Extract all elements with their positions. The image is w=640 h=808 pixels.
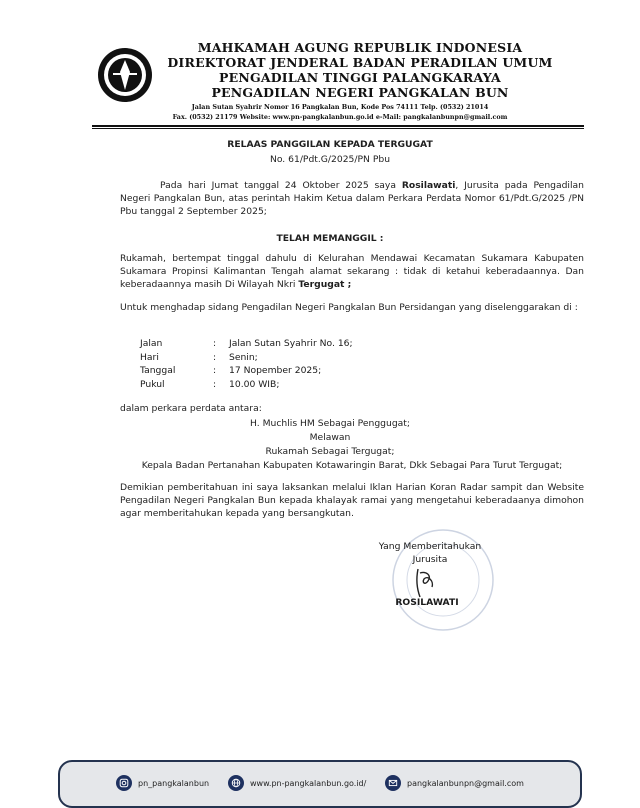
letterhead: [150, 40, 570, 100]
defendant: Rukamah Sebagai Tergugat;: [265, 446, 395, 457]
signature-block: [360, 540, 500, 566]
bailiff-name: Rosilawati: [401, 180, 456, 191]
signature-line-2: Jurusita: [412, 554, 448, 565]
address-line-2: Fax. (0532) 21179 Website: www.pn-pangkalanbun.go.id e-Mail: pangkalanbunpn@gmail.com: [172, 112, 508, 121]
letterhead-rule-thin: [92, 128, 584, 129]
website-link: www.pn-pangkalanbun.go.id/: [250, 778, 367, 788]
schedule-row: Hari : Senin;: [140, 351, 258, 363]
paragraph-opening: [120, 179, 584, 218]
schedule-row: Jalan : Jalan Sutan Syahrir No. 16;: [140, 338, 353, 349]
paragraph-defendant: [120, 252, 584, 291]
opening-text-b: , Jurusita pada Pengadilan Negeri Pangkalan Bun, atas perintah Hakim Ketua dalam Perkara Perdata Nomor 61/Pdt.G/2025 /PN Pbu tanggal 2 September 2025;: [120, 180, 584, 217]
footer-instagram[interactable]: [116, 775, 209, 791]
letterhead-line-4: PENGADILAN NEGERI PANGKALAN BUN: [211, 85, 509, 100]
signature-line-1: Yang Memberitahukan: [378, 541, 482, 552]
opening-text-a: Pada hari Jumat tanggal 24 Oktober 2025 saya: [160, 180, 402, 191]
schedule-value: Senin;: [229, 351, 258, 363]
footer-email[interactable]: [385, 775, 524, 791]
plaintiff: H. Muchlis HM Sebagai Penggugat;: [250, 418, 410, 429]
schedule-value: 17 Nopember 2025;: [229, 365, 322, 376]
defendant-text: Rukamah, bertempat tinggal dahulu di Kelurahan Mendawai Kecamatan Sukamara Kabupaten Sukamara Propinsi Kalimantan Tengah alamat sekarang : tidak di ketahui keberadaannya. Dan keberadaannya masih Di Wilayah Nkri: [120, 253, 584, 290]
schedule-value: Jalan Sutan Syahrir No. 16;: [229, 338, 353, 349]
hearing-schedule: [140, 337, 353, 391]
mail-icon: [385, 775, 401, 791]
letterhead-line-1: MAHKAMAH AGUNG REPUBLIK INDONESIA: [197, 40, 523, 55]
summons-heading: TELAH MEMANGGIL :: [276, 233, 384, 244]
address-line-1: Jalan Sutan Syahrir Nomor 16 Pangkalan Bun, Kode Pos 74111 Telp. (0532) 21014: [191, 103, 489, 111]
email-address: pangkalanbunpn@gmail.com: [407, 778, 524, 788]
defendant-end: ;: [344, 279, 352, 290]
letterhead-rule: [92, 125, 584, 127]
schedule-value: 10.00 WIB;: [229, 378, 280, 390]
versus: Melawan: [309, 432, 351, 443]
court-emblem-logo: [96, 44, 154, 106]
paragraph-hearing: Untuk menghadap sidang Pengadilan Negeri Pangkalan Bun Persidangan yang diselenggarakan di :: [120, 302, 578, 313]
letterhead-line-3: PENGADILAN TINGGI PALANGKARAYA: [219, 70, 501, 85]
paragraph-closing: Demikian pemberitahuan ini saya laksankan melalui Iklan Harian Koran Radar sampit dan Website Pengadilan Negeri Pangkalan Bun kepada khalayak ramai yang mengetahui keberadaanya dimohon agar memberitahukan kepada yang bersangkutan.: [120, 482, 584, 519]
case-intro: dalam perkara perdata antara:: [120, 403, 262, 414]
letterhead-address: [100, 103, 580, 122]
schedule-row: Tanggal : 17 Nopember 2025;: [140, 365, 322, 376]
schedule-key: Hari: [140, 351, 159, 363]
schedule-key: Jalan: [140, 338, 163, 349]
signatory-name: ROSILAWATI: [395, 597, 459, 608]
footer-website[interactable]: [228, 775, 366, 791]
schedule-row: Pukul : 10.00 WIB;: [140, 378, 280, 390]
instagram-icon: [116, 775, 132, 791]
instagram-handle: pn_pangkalanbun: [138, 778, 210, 788]
schedule-key: Pukul: [140, 378, 165, 390]
handwritten-signature: [412, 565, 442, 599]
document-title: RELAAS PANGGILAN KEPADA TERGUGAT: [227, 139, 433, 150]
document-number: No. 61/Pdt.G/2025/PN Pbu: [269, 154, 391, 165]
defendant-role: Tergugat: [298, 279, 345, 290]
globe-icon: [228, 775, 244, 791]
co-defendant: Kepala Badan Pertanahan Kabupaten Kotawaringin Barat, Dkk Sebagai Para Turut Tergugat;: [141, 460, 563, 471]
schedule-key: Tanggal: [140, 365, 176, 376]
letterhead-line-2: DIREKTORAT JENDERAL BADAN PERADILAN UMUM: [167, 55, 553, 70]
